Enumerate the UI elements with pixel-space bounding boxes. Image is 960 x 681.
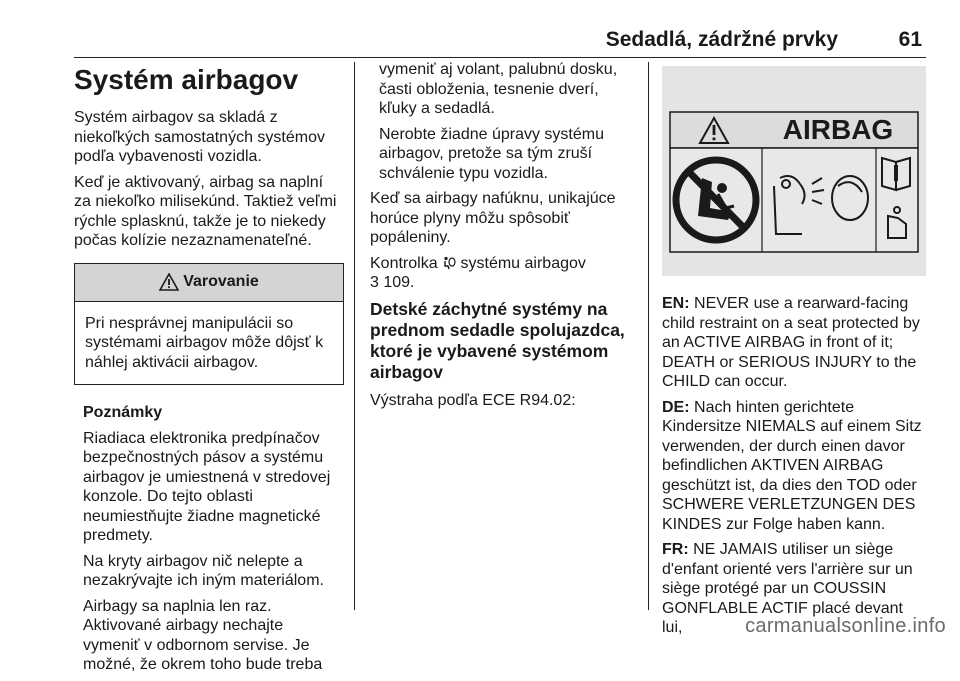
- column-divider-right: [648, 62, 649, 610]
- warning-de-text: Nach hinten gerichtete Kindersitze NIEMALS auf einem Sitz verwenden, der durch einen davor befindlichen AKTIVEN AIRBAG geschützt ist, da dies den TOD oder SCHWERE VERLETZUNGEN DES KINDES zur Folge haben kann.: [662, 398, 922, 533]
- warning-triangle-icon: [159, 273, 179, 291]
- indicator-text-after: systému airbagov: [460, 254, 586, 272]
- page-reference[interactable]: 3 109.: [370, 274, 415, 291]
- section-title: Sedadlá, zádržné prvky: [605, 28, 838, 51]
- airbag-warning-label-figure: [662, 66, 926, 276]
- warning-fr-text: NE JAMAIS utiliser un siège d'enfant orienté vers l'arrière sur un siège protégé par un COUSSIN GONFLABLE ACTIF placé devant lui,: [662, 541, 913, 636]
- page-header: [74, 28, 926, 56]
- hot-gas-paragraph: Keď sa airbagy nafúknu, unikajúce horúce plyny môžu spôsobiť popáleniny.: [370, 190, 616, 246]
- lang-tag-de: DE:: [662, 398, 690, 416]
- child-restraint-heading: Detské záchytné systémy na prednom sedadle spolujazdca, ktoré je vybavené systémom airbagov: [370, 298, 625, 382]
- airbag-label-text: AIRBAG: [782, 114, 894, 145]
- warning-box: [74, 263, 344, 386]
- column-2: [370, 60, 634, 416]
- note-block: [74, 403, 344, 675]
- replace-paragraph: Airbagy sa naplnia len raz. Aktivované airbagy nechajte vymeniť v odbornom servise. Je možné, že okrem toho bude treba: [83, 597, 323, 673]
- watermark: carmanualsonline.info: [745, 615, 946, 637]
- warning-header: [75, 264, 343, 302]
- cover-paragraph: Na kryty airbagov nič nelepte a nezakrývajte ich iným materiálom.: [83, 552, 324, 589]
- indicator-text-before: Kontrolka: [370, 254, 438, 272]
- warning-title: Varovanie: [183, 273, 259, 291]
- modification-paragraph: Nerobte žiadne úpravy systému airbagov, pretože sa tým zruší schválenie typu vozidla.: [379, 125, 604, 182]
- note-body: Riadiaca elektronika predpínačov bezpečnostných pásov a systému airbagov je umiestnená v stredovej konzole. Do tejto oblasti neumiestňujte žiadne magnetické predmety.: [83, 429, 331, 544]
- indicator-paragraph: [370, 254, 634, 293]
- ece-warning-paragraph: Výstraha podľa ECE R94.02:: [370, 391, 576, 409]
- page-title: Systém airbagov: [74, 64, 299, 95]
- continued-note: [370, 60, 634, 183]
- page-number: 61: [898, 28, 922, 51]
- activation-paragraph: Keď je aktivovaný, airbag sa naplní za niekoľko milisekúnd. Taktiež veľmi rýchle splasknú, takže je to niekedy počas kolízie nezaznamenateľné.: [74, 173, 337, 249]
- lang-tag-fr: FR:: [662, 541, 689, 558]
- column-3: [662, 60, 926, 644]
- column-divider-left: [354, 62, 355, 610]
- replace-continued: vymeniť aj volant, palubnú dosku, časti obloženia, tesnenie dverí, kľuky a sedadlá.: [379, 61, 618, 117]
- warning-body: Pri nesprávnej manipulácii so systémami airbagov môže dôjsť k náhlej aktivácii airbagov.: [85, 314, 324, 371]
- airbag-indicator-icon: [442, 256, 456, 270]
- warning-en: [662, 294, 926, 392]
- column-1: [74, 60, 344, 681]
- intro-paragraph: Systém airbagov sa skladá z niekoľkých samostatných systémov podľa vybavenosti vozidla.: [74, 109, 325, 165]
- note-title: Poznámky: [83, 404, 163, 421]
- lang-tag-en: EN:: [662, 295, 690, 312]
- warning-de: [662, 398, 926, 535]
- warning-en-text: NEVER use a rearward-facing child restraint on a seat protected by an ACTIVE AIRBAG in front of it; DEATH or SERIOUS INJURY to the CHILD can occur.: [662, 295, 920, 390]
- header-rule: [74, 57, 926, 58]
